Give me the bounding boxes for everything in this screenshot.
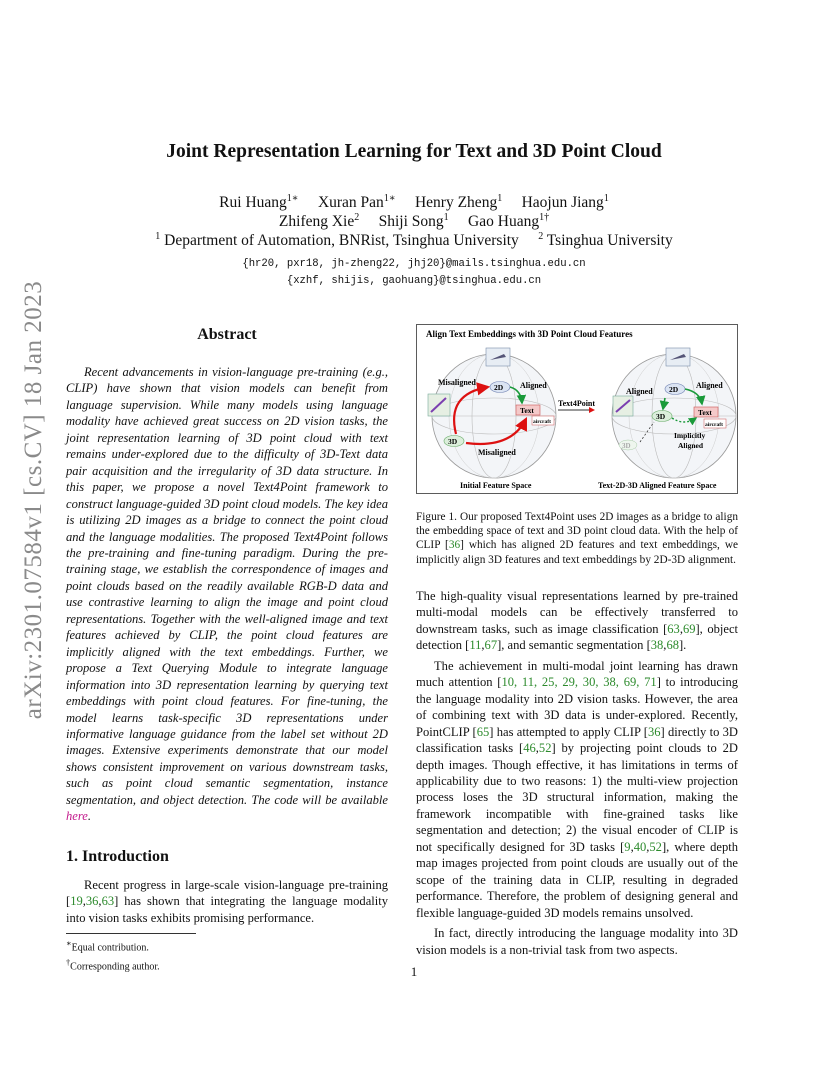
tag-text-left-text: Text	[520, 406, 534, 415]
footnote-text: Corresponding author.	[70, 961, 160, 973]
author-sup: 1	[443, 212, 449, 223]
figure-1-diagram	[416, 324, 738, 494]
label-implicitly: Implicitly	[674, 431, 706, 440]
author-name: Gao Huang	[468, 213, 540, 230]
footnote-1	[66, 937, 160, 956]
citation-link[interactable]: 40	[633, 839, 647, 854]
code-link[interactable]: here	[66, 809, 88, 824]
intro-text: ] has shown that integrating the language modality into vision tasks exhibits promising performance.	[66, 894, 388, 925]
left-space-label: Initial Feature Space	[460, 481, 532, 490]
author-sup: 1†	[539, 212, 550, 223]
text4point-label: Text4Point	[558, 399, 596, 408]
figure-header: Align Text Embeddings with 3D Point Cloud Features	[426, 329, 633, 339]
author-sup: 1	[497, 193, 503, 204]
abstract-end: .	[87, 809, 91, 824]
citation-link[interactable]: 63	[101, 894, 115, 909]
author-sup: 1∗	[286, 193, 299, 204]
author-sup: 2	[354, 212, 360, 223]
citation-link[interactable]: 46	[523, 741, 536, 756]
body-text: ], and semantic segmentation [	[497, 638, 651, 653]
label-aligned-r2: Aligned	[696, 381, 723, 390]
arxiv-id: arXiv:2301.07584v1 [cs.CV] 18 Jan 2023	[20, 280, 47, 720]
paragraph: The achievement in multi-modal joint learning has drawn much attention [10, 11, 25, 29, 30, 38, 69, 71] to introducing the language modality into 2D vision tasks. However, the area of combining text with 3D data is under-explored. Recently, PointCLIP [65] has attempted to apply CLIP [36] directly to 3D classification tasks [46,52] by projecting point clouds to 2D depth images. Though effective, it has limitations in terms of applicability due to two reasons: 1) the multi-view projection process loses the 3D structural information, making the framework incompatible with fine-grained tasks like segmentation and detection; 2) the visual encoder of CLIP is not specifically designed for 3D tasks [9,40,52], where depth map images projected from point clouds are usually out of the scope of the training data in CLIP, resulting in degraded performance. Therefore, the problem of designing general and flexible language-guided 3D models remains unsolved.	[416, 658, 738, 920]
affiliations	[0, 232, 828, 250]
arxiv-stamp	[14, 280, 54, 720]
paragraph	[416, 925, 738, 958]
author-line-1	[0, 194, 828, 212]
email-line-2: {xzhf, shijis, gaohuang}@tsinghua.edu.cn	[286, 275, 542, 287]
citation-link[interactable]: 36	[85, 894, 99, 909]
page-number: 1	[410, 964, 418, 979]
author-sup: 1∗	[383, 193, 396, 204]
citation-link[interactable]: 65	[476, 724, 490, 739]
citation-link[interactable]: 63	[667, 621, 680, 636]
author-name: Henry Zheng	[414, 194, 498, 211]
body-text: ] has attempted to apply CLIP [	[489, 724, 648, 739]
intro-text: Recent progress in large-scale vision-language pre-training [	[66, 878, 388, 909]
author-name: Xuran Pan	[317, 194, 384, 211]
body-text: ] by projecting point clouds to 2D depth images. Though effective, it has limitations in terms of applicability due to two reasons: 1) the multi-view projection process loses the 3D structural information, making the framework incompatible with fine-grained tasks like segmentation and detection; 2) the visual encoder of CLIP is not specifically designed for 3D tasks [	[416, 741, 738, 854]
author-name: Zhifeng Xie	[278, 213, 355, 230]
paragraph: The high-quality visual representations learned by pre-trained multi-modal models can be effectively transferred to downstream tasks, such as image classification [63,69], object detection [11,67], and semantic segmentation [38,68].	[416, 589, 739, 653]
footnote-mark: †	[66, 957, 71, 967]
tag-aircraft-left-text: aircraft	[533, 419, 551, 425]
citation-link[interactable]: 9	[624, 839, 631, 854]
body-text: ], object detection [	[416, 621, 739, 653]
citation-link[interactable]: 67	[484, 638, 498, 653]
abstract-heading: Abstract	[197, 326, 257, 343]
figure-caption	[416, 510, 738, 567]
author-name: Rui Huang	[219, 194, 287, 211]
body-text: ].	[678, 638, 687, 653]
body-text: ], where depth map images projected from point clouds are usually out of the scope of the training data in CLIP, resulting in degraded performance. Therefore, the problem of designing general and flexible language-guided 3D models remains unsolved.	[416, 839, 738, 920]
citation-link[interactable]: 38	[650, 638, 664, 653]
right-column-body	[416, 588, 738, 962]
citation-link[interactable]: 52	[538, 741, 552, 756]
citation-link[interactable]: 52	[649, 839, 662, 854]
author-line-2	[0, 213, 828, 231]
figure-1	[416, 324, 738, 494]
tag-aircraft-right-text: aircraft	[705, 422, 723, 428]
tag-3d-left-text: 3D	[448, 437, 458, 446]
tag-3d-right-text: 3D	[656, 412, 666, 421]
citation-link[interactable]: 36	[448, 539, 461, 552]
footnote-rule	[66, 933, 196, 934]
label-implicitly-aligned: Aligned	[678, 441, 704, 450]
abstract-body	[66, 364, 388, 825]
label-aligned-left: Aligned	[520, 381, 547, 390]
affil-sup: 1	[155, 231, 161, 242]
footnote-mark: ∗	[66, 939, 72, 948]
citation-link[interactable]: 69	[682, 621, 696, 636]
affiliation-2: Tsinghua University	[546, 232, 673, 249]
footnote-text: Equal contribution.	[71, 942, 149, 954]
intro-paragraph: Recent progress in large-scale vision-language pre-training [19,36,63] has shown that integrating the language modality into vision tasks exhibits promising performance.	[66, 878, 388, 925]
citation-link[interactable]: 68	[666, 638, 679, 653]
author-sup: 1	[603, 193, 609, 204]
label-aligned-r1: Aligned	[626, 387, 653, 396]
body-text: In fact, directly introducing the language modality into 3D vision models is a non-trivial task from two aspects.	[416, 926, 738, 957]
label-misaligned-bottom: Misaligned	[478, 448, 516, 457]
intro-heading: 1. Introduction	[66, 848, 169, 865]
caption-text: Figure 1. Our proposed Text4Point uses 2D images as a bridge to align the embedding space of text and 3D point cloud data. With the help of CLIP [	[416, 511, 738, 552]
citation-link[interactable]: 36	[647, 724, 661, 739]
body-text: ] to introducing the language modality into 2D vision tasks. However, the area of combining text with 3D data is under-explored. Recently, PointCLIP [	[416, 675, 738, 739]
citation-link[interactable]: 11	[469, 638, 482, 653]
affil-sup: 2	[538, 231, 544, 242]
abstract-text: Recent advancements in vision-language pre-training (e.g., CLIP) have shown that vision models can benefit from language supervision. While many models using language modality have achieved great success on 2D vision tasks, the joint representation learning of 3D point cloud with text remains under-explored due to the difficulty of 3D-Text data pair acquisition and the irregularity of 3D data structure. In this paper, we propose a novel Text4Point framework to construct language-guided 3D point cloud models. The key idea is utilizing 2D images as a bridge to connect the point cloud and the language modalities. The proposed Text4Point follows the pre-training and fine-tuning paradigm. During the pre-training stage, we establish the correspondence of images and point clouds based on the readily available RGB-D data and use contrastive learning to align the image and point cloud representations. Together with the well-aligned image and text features achieved by CLIP, the point cloud features are implicitly aligned with the text embeddings. Further, we propose a Text Querying Module to integrate language information into 3D representation learning by querying text embeddings with point cloud features. For fine-tuning, the model learns task-specific 3D representations under informative language guidance from the label set without 2D images. Extensive experiments demonstrate that our model shows consistent improvement on various downstream tasks, such as point cloud semantic segmentation, instance segmentation, and object detection. The code will be available	[66, 365, 388, 807]
citation-link[interactable]: 10, 11, 25, 29, 30, 38, 69, 71	[501, 675, 657, 690]
author-name: Haojun Jiang	[521, 194, 604, 211]
body-text: The high-quality visual representations learned by pre-trained multi-modal models can be effectively transferred to downstream tasks, such as image classification [	[416, 589, 738, 636]
right-space-label: Text-2D-3D Aligned Feature Space	[598, 481, 717, 490]
paper-title: Joint Representation Learning for Text and 3D Point Cloud	[166, 141, 662, 162]
tag-text-right-text: Text	[698, 408, 712, 417]
body-text: The achievement in multi-modal joint learning has drawn much attention [	[416, 658, 738, 690]
label-misaligned-top: Misaligned	[438, 378, 476, 387]
author-name: Shiji Song	[378, 213, 444, 230]
citation-link[interactable]: 19	[70, 894, 83, 909]
affiliation-1: Department of Automation, BNRist, Tsinghua University	[164, 232, 519, 249]
body-text: ] directly to 3D classification tasks [	[416, 724, 738, 756]
email-line-1: {hr20, pxr18, jh-zheng22, jhj20}@mails.tsinghua.edu.cn	[242, 258, 586, 270]
tag-2d-right-text: 2D	[669, 385, 679, 394]
tag-2d-left-text: 2D	[494, 383, 504, 392]
caption-text: ] which has aligned 2D features and text embeddings, we implicitly align 3D features and text embeddings by 2D-3D alignment.	[416, 539, 738, 566]
tag-3d-ghost-text: 3D	[622, 442, 631, 450]
